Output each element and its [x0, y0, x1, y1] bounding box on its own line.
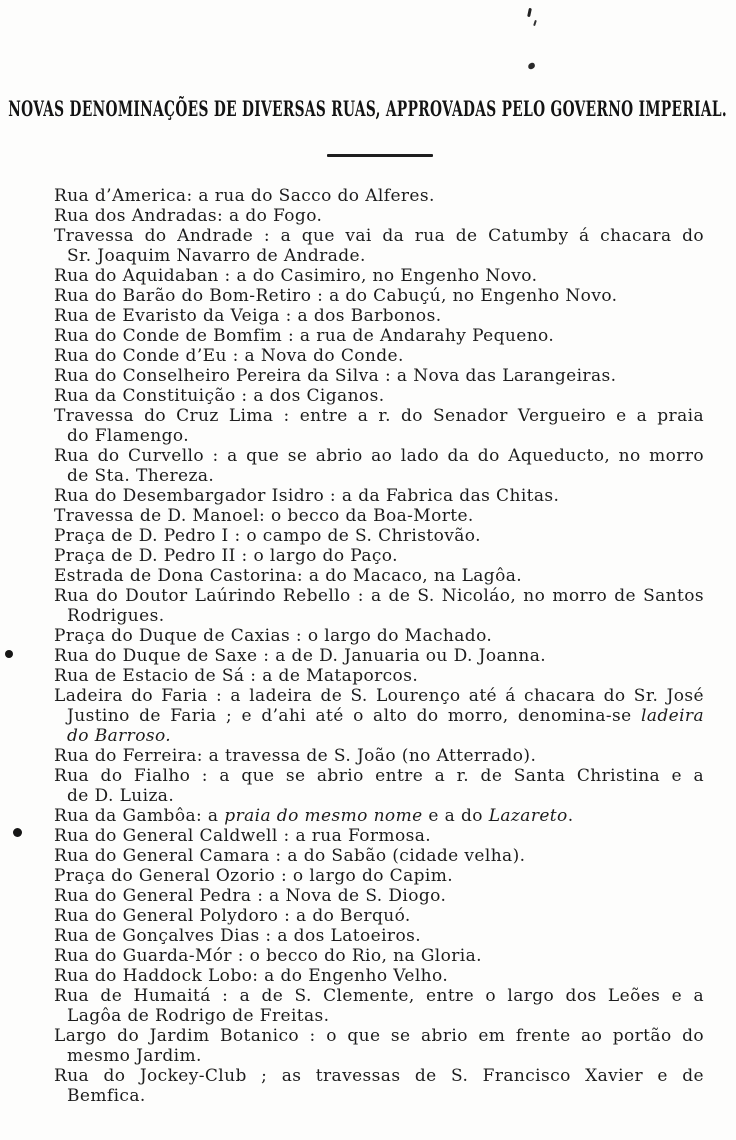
entry-line [54, 846, 704, 866]
street-entry [54, 506, 704, 526]
plain-text: . [567, 806, 574, 826]
street-entry [54, 526, 704, 546]
plain-text: Rua do General Caldwell : a rua Formosa. [54, 826, 432, 846]
street-entries-list [54, 186, 704, 1106]
plain-text: Rua do Conselheiro Pereira da Silva : a Nova das Larangeiras. [54, 366, 617, 386]
plain-text: e a do [422, 806, 489, 826]
street-entry [54, 486, 704, 506]
entry-line [54, 1026, 704, 1046]
plain-text: Rua do Desembargador Isidro : a da Fabrica das Chitas. [54, 486, 560, 506]
italic-text: do Barroso. [67, 726, 172, 746]
entry-line [54, 766, 704, 786]
street-entry [54, 406, 704, 446]
plain-text: Rua do General Camara : a do Sabão (cidade velha). [54, 846, 526, 866]
entry-line [54, 666, 704, 686]
street-entry [54, 866, 704, 886]
plain-text: Rua do Guarda-Mór : o becco do Rio, na Gloria. [54, 946, 482, 966]
plain-text: mesmo Jardim. [67, 1046, 202, 1066]
entry-line [54, 486, 704, 506]
entry-line [54, 926, 704, 946]
entry-line [54, 706, 704, 726]
plain-text: Estrada de Dona Castorina: a do Macaco, na Lagôa. [54, 566, 523, 586]
entry-line [54, 346, 704, 366]
street-entry [54, 946, 704, 966]
street-entry [54, 546, 704, 566]
plain-text: Rua do Ferreira: a travessa de S. João (no Atterrado). [54, 746, 537, 766]
scan-artifact [527, 8, 532, 17]
plain-text: Rua do Conde de Bomfim : a rua de Andarahy Pequeno. [54, 326, 555, 346]
entry-line [54, 626, 704, 646]
street-entry [54, 986, 704, 1026]
scan-artifact [533, 20, 537, 26]
entry-line [54, 1066, 704, 1086]
street-entry [54, 326, 704, 346]
entry-line [54, 986, 704, 1006]
entry-line [54, 1086, 704, 1106]
plain-text: Rua do Jockey-Club ; as travessas de S. Francisco Xavier e de [54, 1066, 704, 1086]
entry-line [54, 746, 704, 766]
street-entry [54, 826, 704, 846]
street-entry [54, 566, 704, 586]
italic-text: Lazareto [488, 806, 568, 826]
plain-text: Rua de Estacio de Sá : a de Mataporcos. [54, 666, 419, 686]
street-entry [54, 846, 704, 866]
plain-text: Ladeira do Faria : a ladeira de S. Lourenço até á chacara do Sr. José [54, 686, 704, 706]
entry-line [54, 446, 704, 466]
street-entry [54, 366, 704, 386]
entry-line [54, 946, 704, 966]
plain-text: Rua da Gambôa: a [54, 806, 225, 826]
entry-line [54, 646, 704, 666]
entry-line [54, 366, 704, 386]
street-entry [54, 226, 704, 266]
plain-text: Rua do Aquidaban : a do Casimiro, no Engenho Novo. [54, 266, 538, 286]
plain-text: Rua do Conde d’Eu : a Nova do Conde. [54, 346, 404, 366]
entry-line [54, 286, 704, 306]
plain-text: do Flamengo. [67, 426, 190, 446]
entry-line [54, 566, 704, 586]
plain-text: Sr. Joaquim Navarro de Andrade. [67, 246, 366, 266]
street-entry [54, 1066, 704, 1106]
ink-spot [5, 650, 13, 658]
entry-line [54, 966, 704, 986]
entry-line [54, 406, 704, 426]
street-entry [54, 966, 704, 986]
street-entry [54, 746, 704, 766]
entry-line [54, 906, 704, 926]
street-entry [54, 766, 704, 806]
plain-text: Rua do Fialho : a que se abrio entre a r. de Santa Christina e a [54, 766, 704, 786]
plain-text: Rua dos Andradas: a do Fogo. [54, 206, 323, 226]
street-entry [54, 926, 704, 946]
street-entry [54, 646, 704, 666]
plain-text: Rua de Gonçalves Dias : a dos Latoeiros. [54, 926, 422, 946]
entry-line [54, 606, 704, 626]
street-entry [54, 386, 704, 406]
entry-line [54, 886, 704, 906]
entry-line [54, 266, 704, 286]
plain-text: Rua do Haddock Lobo: a do Engenho Velho. [54, 966, 449, 986]
entry-line [54, 186, 704, 206]
plain-text: Rua do Duque de Saxe : a de D. Januaria ou D. Joanna. [54, 646, 547, 666]
entry-line [54, 786, 704, 806]
plain-text: Justino de Faria ; e d’ahi até o alto do morro, denomina-se [67, 706, 641, 726]
entry-line [54, 206, 704, 226]
italic-text: praia do mesmo nome [224, 806, 423, 826]
street-entry [54, 206, 704, 226]
street-entry [54, 626, 704, 646]
street-entry [54, 446, 704, 486]
entry-line [54, 426, 704, 446]
entry-line [54, 506, 704, 526]
plain-text: Rua do Doutor Laúrindo Rebello : a de S. Nicoláo, no morro de Santos [54, 586, 704, 606]
street-entry [54, 186, 704, 206]
street-entry [54, 906, 704, 926]
entry-line [54, 326, 704, 346]
street-entry [54, 686, 704, 746]
plain-text: Rua da Constituição : a dos Ciganos. [54, 386, 385, 406]
entry-line [54, 586, 704, 606]
plain-text: Rua de Humaitá : a de S. Clemente, entre o largo dos Leões e a [54, 986, 704, 1006]
street-entry [54, 286, 704, 306]
plain-text: Praça de D. Pedro I : o campo de S. Christovão. [54, 526, 481, 546]
plain-text: Rua do General Pedra : a Nova de S. Diogo. [54, 886, 447, 906]
entry-line [54, 1006, 704, 1026]
entry-line [54, 866, 704, 886]
plain-text: Rua do General Polydoro : a do Berquó. [54, 906, 411, 926]
entry-line [54, 526, 704, 546]
entry-line [54, 466, 704, 486]
entry-line [54, 686, 704, 706]
entry-line [54, 1046, 704, 1066]
entry-line [54, 726, 704, 746]
title-divider [327, 154, 433, 157]
plain-text: de D. Luiza. [67, 786, 175, 806]
plain-text: Rua do Barão do Bom-Retiro : a do Cabuçú, no Engenho Novo. [54, 286, 618, 306]
plain-text: Praça do General Ozorio : o largo do Capim. [54, 866, 454, 886]
street-entry [54, 1026, 704, 1066]
entry-line [54, 226, 704, 246]
entry-line [54, 826, 704, 846]
plain-text: Largo do Jardim Botanico : o que se abrio em frente ao portão do [54, 1026, 704, 1046]
entry-line [54, 246, 704, 266]
plain-text: Travessa do Cruz Lima : entre a r. do Senador Vergueiro e a praia [54, 406, 704, 426]
entry-line [54, 386, 704, 406]
italic-text: ladeira [640, 706, 704, 726]
page-header [0, 96, 736, 121]
entry-line [54, 306, 704, 326]
page-title: NOVAS DENOMINAÇÕES DE DIVERSAS RUAS, APPROVADAS PELO GOVERNO IMPERIAL. [8, 96, 728, 121]
street-entry [54, 886, 704, 906]
plain-text: Rodrigues. [67, 606, 165, 626]
street-entry [54, 266, 704, 286]
street-entry [54, 806, 704, 826]
plain-text: Rua d’America: a rua do Sacco do Alferes. [54, 186, 435, 206]
street-entry [54, 306, 704, 326]
plain-text: Travessa do Andrade : a que vai da rua de Catumby á chacara do [54, 226, 704, 246]
plain-text: Lagôa de Rodrigo de Freitas. [67, 1006, 330, 1026]
plain-text: Bemfica. [67, 1086, 146, 1106]
plain-text: de Sta. Thereza. [67, 466, 215, 486]
plain-text: Rua do Curvello : a que se abrio ao lado da do Aqueducto, no morro [54, 446, 704, 466]
street-entry [54, 586, 704, 626]
plain-text: Praça de D. Pedro II : o largo do Paço. [54, 546, 398, 566]
ink-spot [13, 828, 22, 837]
entry-line [54, 806, 704, 826]
entry-line [54, 546, 704, 566]
street-entry [54, 346, 704, 366]
plain-text: Rua de Evaristo da Veiga : a dos Barbonos. [54, 306, 442, 326]
scan-artifact [527, 62, 536, 70]
street-entry [54, 666, 704, 686]
plain-text: Travessa de D. Manoel: o becco da Boa-Morte. [54, 506, 474, 526]
plain-text: Praça do Duque de Caxias : o largo do Machado. [54, 626, 493, 646]
